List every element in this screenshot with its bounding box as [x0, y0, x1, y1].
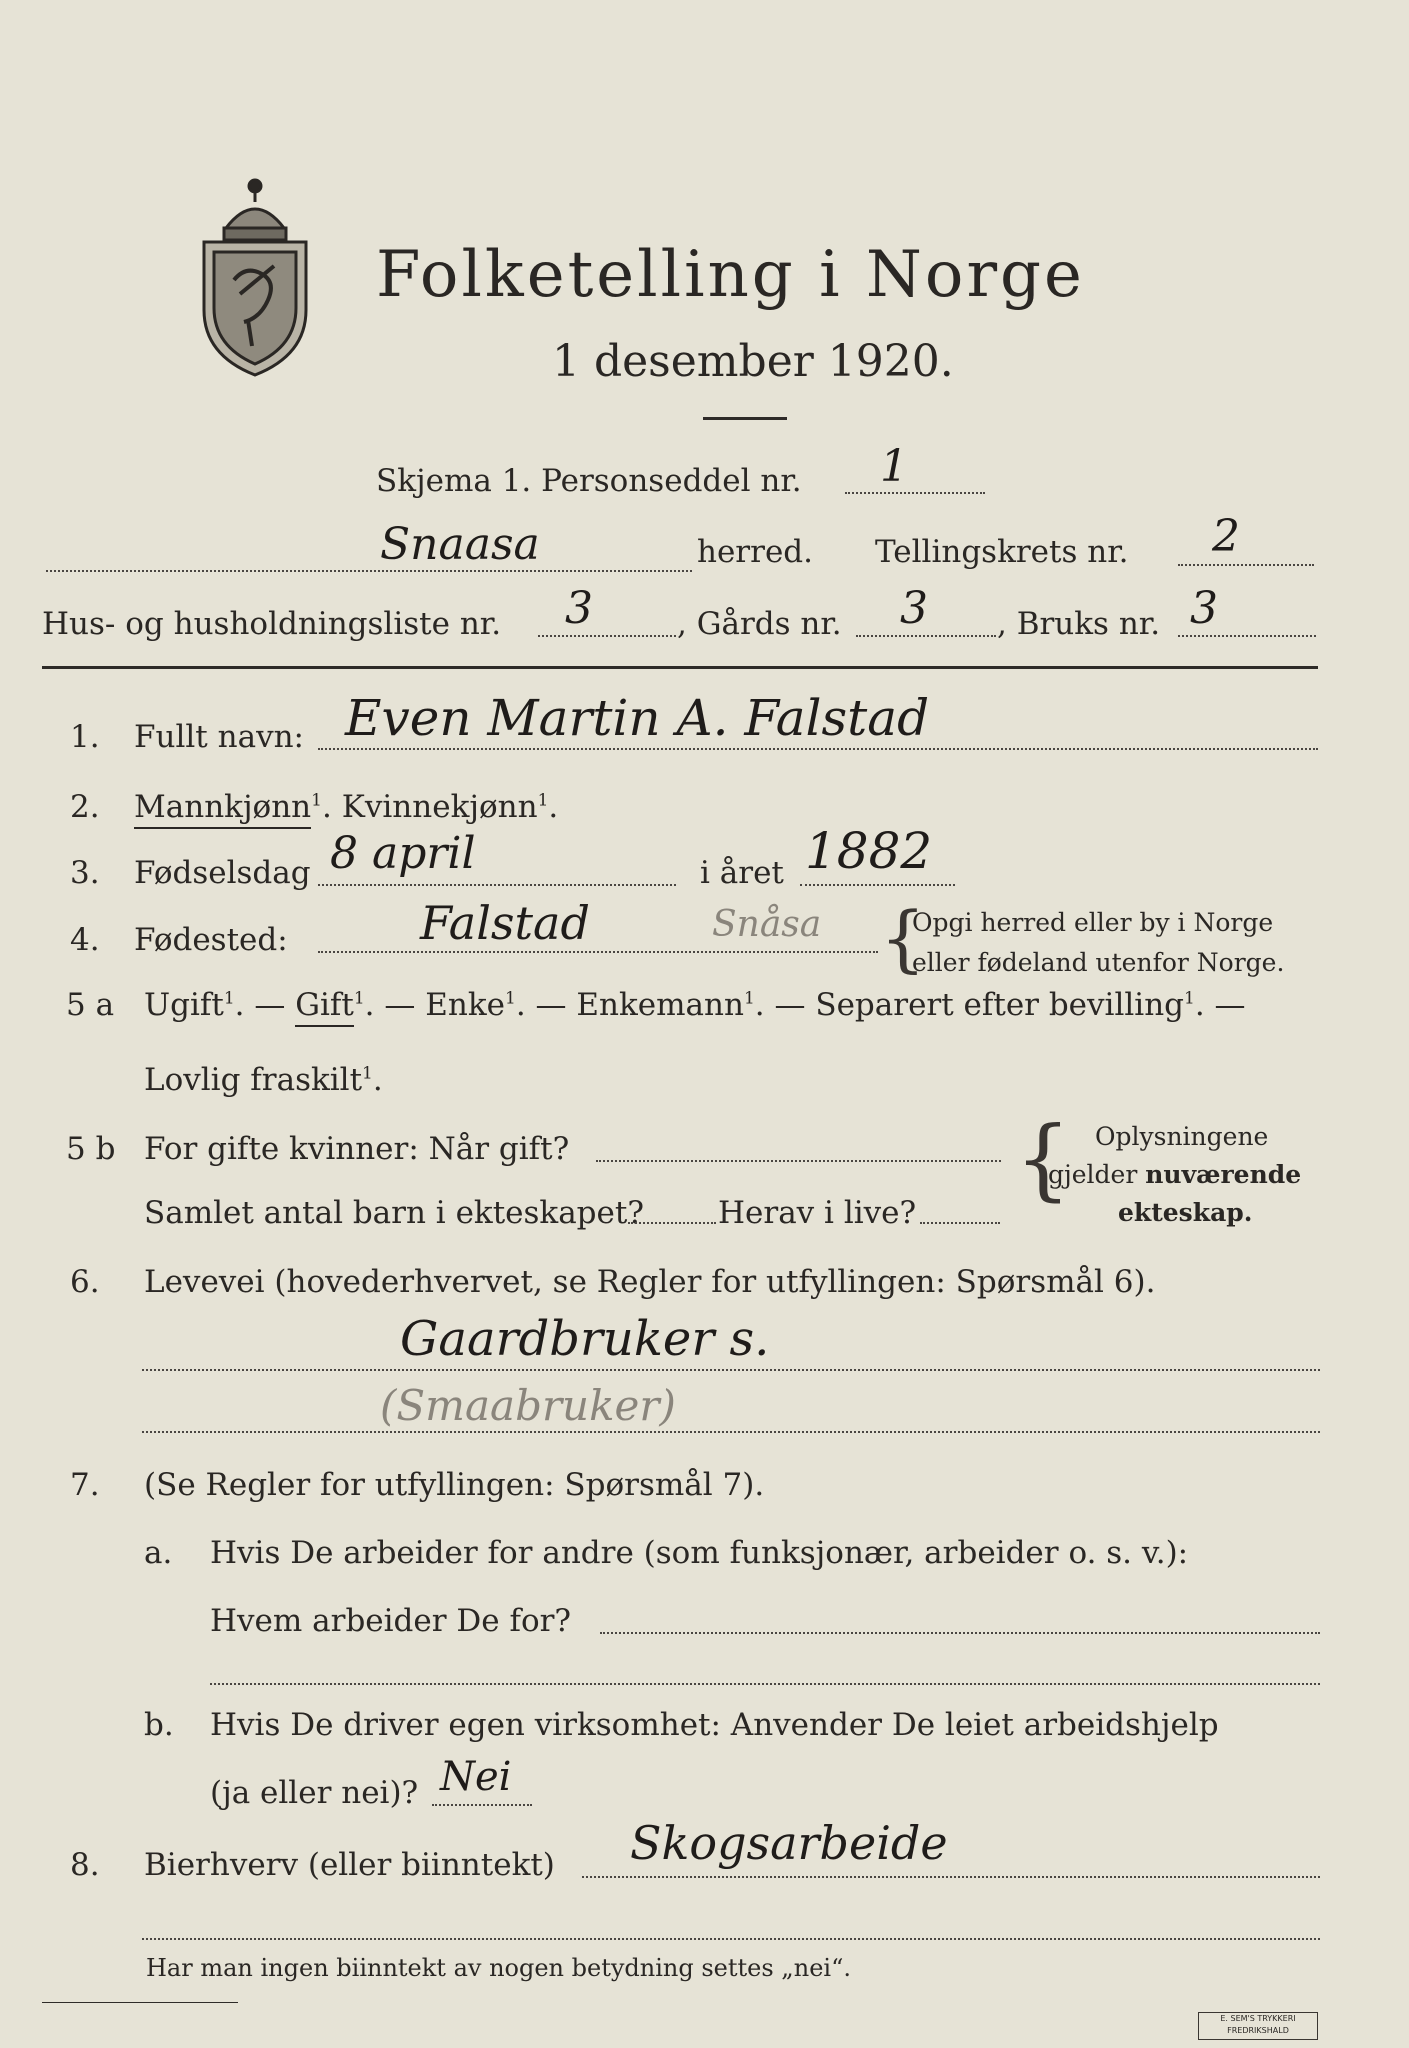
q5b-barn-label: Samlet antal barn i ekteskapet?	[144, 1195, 644, 1231]
gards-value: 3	[900, 583, 928, 634]
husholdningsliste-value-line	[538, 635, 676, 637]
q7b-number: b.	[144, 1707, 174, 1743]
q5a-gift-option: Gift	[295, 987, 354, 1027]
q7a-number: a.	[144, 1535, 173, 1571]
herred-value: Snaasa	[380, 519, 540, 570]
q6-number: 6.	[70, 1264, 100, 1300]
q7b-label: Hvis De driver egen virksomhet: Anvender De leiet arbeidshjelp	[210, 1707, 1219, 1743]
herred-value-line	[46, 570, 692, 572]
q7a-value-line-2	[210, 1683, 1320, 1685]
tellingskrets-value-line	[1178, 564, 1314, 566]
footer-note: Har man ingen biinntekt av nogen betydning settes „nei“.	[146, 1954, 851, 1982]
bruks-value-line	[1178, 635, 1316, 637]
printer-city: FREDRIKSHALD	[1227, 2026, 1289, 2035]
q6-value: Gaardbruker s.	[400, 1311, 770, 1367]
q4-note-line1: Opgi herred eller by i Norge	[912, 908, 1274, 937]
bruks-label: , Bruks nr.	[997, 606, 1161, 642]
q4-value-pencil: Snåsa	[712, 904, 822, 945]
q5a-ugift-option: Ugift	[144, 987, 224, 1023]
husholdningsliste-value: 3	[565, 583, 593, 634]
q8-value-line-2	[142, 1938, 1320, 1940]
husholdningsliste-label: Hus- og husholdningsliste nr.	[42, 606, 502, 642]
q5b-live-line	[920, 1222, 1000, 1224]
q5b-label: For gifte kvinner: Når gift?	[144, 1131, 570, 1167]
q5b-note-brace: {	[1015, 1107, 1071, 1210]
q3-value-line	[318, 884, 676, 886]
q6-value-pencil: (Smaabruker)	[380, 1381, 676, 1430]
title-divider	[703, 417, 787, 420]
q3-label: Fødselsdag	[134, 855, 311, 891]
q3-year-value: 1882	[805, 822, 933, 880]
herred-label: herred.	[697, 534, 813, 570]
schema-label: Skjema 1. Personseddel nr.	[376, 463, 802, 499]
q5a-separert-option: Separert efter bevilling	[815, 987, 1185, 1023]
coat-of-arms-icon	[196, 170, 314, 380]
form-title: Folketelling i Norge	[376, 238, 1085, 312]
q5b-number: 5 b	[66, 1131, 116, 1167]
q8-number: 8.	[70, 1847, 100, 1883]
q5b-gift-line	[596, 1160, 1001, 1162]
q5b-barn-line	[628, 1222, 716, 1224]
q4-number: 4.	[70, 922, 100, 958]
q1-number: 1.	[70, 719, 100, 755]
q8-value-line-1	[582, 1876, 1320, 1878]
q6-value-line-2	[142, 1431, 1320, 1433]
q1-label: Fullt navn:	[134, 719, 304, 755]
q7-number: 7.	[70, 1467, 100, 1503]
q2-female-option: Kvinnekjønn	[341, 789, 538, 825]
q4-value: Falstad	[420, 896, 590, 950]
q4-note-line2: eller fødeland utenfor Norge.	[912, 948, 1285, 977]
q7b-value: Nei	[440, 1754, 512, 1800]
q5b-note-line1: Oplysningene	[1095, 1122, 1269, 1151]
q5a-options: Ugift$^1$. — Gift$^1$. — Enke$^1$. — Enkemann$^1$. — Separert efter bevilling$^1$. —	[144, 990, 1246, 1021]
tellingskrets-value: 2	[1212, 511, 1240, 562]
q3-value: 8 april	[330, 828, 476, 879]
q2-options: Mannkjønn$^1$. Kvinnekjønn$^1$.	[134, 792, 558, 823]
q7a-value-line-1	[600, 1632, 1320, 1634]
q1-value: Even Martin A. Falstad	[345, 689, 930, 747]
form-date: 1 desember 1920.	[552, 336, 954, 387]
q4-note-brace: {	[880, 896, 926, 980]
q5a-enke-option: Enke	[425, 987, 505, 1023]
q5a-number: 5 a	[66, 987, 115, 1023]
q4-label: Fødested:	[134, 922, 288, 958]
q5a-enkemann-option: Enkemann	[576, 987, 744, 1023]
q5b-note-line2: gjelder nuværende	[1048, 1160, 1302, 1189]
q5b-live-label: Herav i live?	[718, 1195, 917, 1231]
q3-year-label: i året	[700, 855, 784, 891]
q6-label: Levevei (hovederhvervet, se Regler for utfyllingen: Spørsmål 6).	[144, 1264, 1156, 1300]
q1-value-line	[318, 748, 1318, 750]
q8-value: Skogsarbeide	[630, 1816, 948, 1870]
footer-divider	[42, 2002, 238, 2003]
schema-value-line	[845, 492, 985, 494]
q7b-value-line	[432, 1804, 532, 1806]
header-divider	[42, 666, 1318, 669]
gards-label: , Gårds nr.	[677, 606, 842, 642]
schema-value: 1	[880, 441, 908, 492]
q3-number: 3.	[70, 855, 100, 891]
q8-label: Bierhverv (eller biinntekt)	[144, 1847, 555, 1883]
q5b-note-line3: ekteskap.	[1118, 1198, 1253, 1227]
q6-value-line-1	[142, 1369, 1320, 1371]
tellingskrets-label: Tellingskrets nr.	[875, 534, 1129, 570]
printer-stamp	[1198, 2012, 1318, 2040]
q7a-label: Hvis De arbeider for andre (som funksjonær, arbeider o. s. v.):	[210, 1535, 1189, 1571]
q7-label: (Se Regler for utfyllingen: Spørsmål 7).	[144, 1467, 765, 1503]
gards-value-line	[856, 635, 996, 637]
bruks-value: 3	[1190, 583, 1218, 634]
q5a-fraskilt-option: Lovlig fraskilt$^1$.	[144, 1062, 383, 1098]
q7a-label2: Hvem arbeider De for?	[210, 1603, 572, 1639]
q4-value-line	[318, 951, 878, 953]
q2-male-option: Mannkjønn	[134, 789, 311, 829]
q2-number: 2.	[70, 789, 100, 825]
printer-name: E. SEM'S TRYKKERI	[1220, 2014, 1296, 2023]
q7b-label2: (ja eller nei)?	[210, 1775, 419, 1811]
q3-year-line	[800, 884, 955, 886]
